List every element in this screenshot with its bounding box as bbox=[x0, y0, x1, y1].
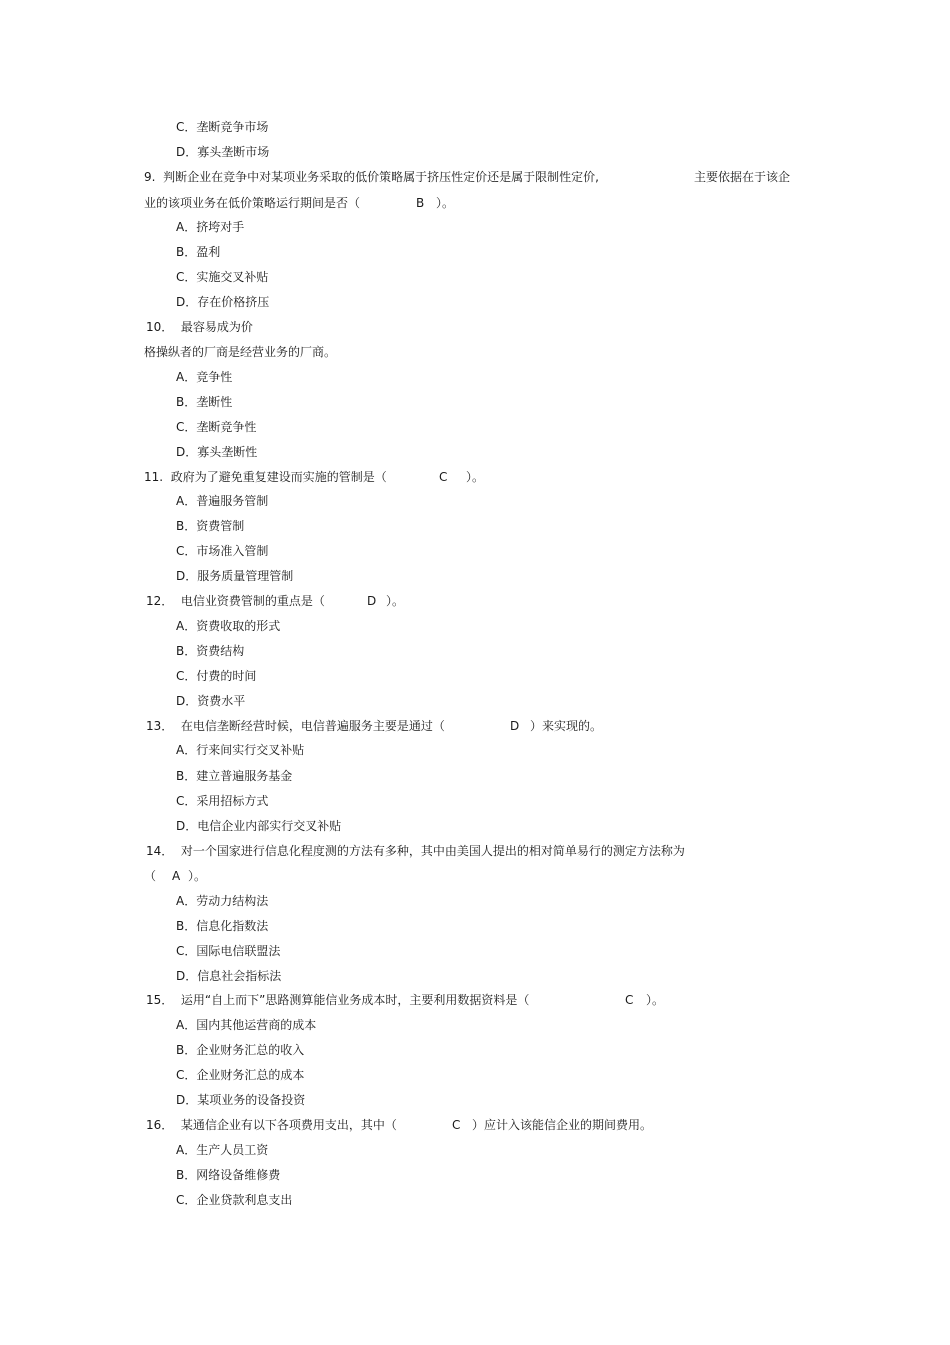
option-c: C．实施交叉补贴 bbox=[176, 270, 269, 284]
question-9-text-cont: 主要依据在于该企 bbox=[694, 170, 791, 184]
question-10-text-line2: 格操纵者的厂商是经营业务的厂商。 bbox=[144, 345, 337, 359]
question-14-end: ）。 bbox=[188, 869, 207, 883]
question-9-end: ）。 bbox=[436, 196, 455, 210]
option-d: D．电信企业内部实行交叉补贴 bbox=[176, 819, 342, 833]
option-d: D．信息社会指标法 bbox=[176, 969, 282, 983]
question-13-text: 13． 在电信垄断经营时候，电信普遍服务主要是通过（ bbox=[146, 719, 445, 733]
question-14-text: 14． 对一个国家进行信息化程度测的方法有多种，其中由美国人提出的相对简单易行的测定方法称为 bbox=[146, 844, 685, 858]
question-9-answer: B bbox=[416, 196, 425, 210]
question-12-answer: D bbox=[367, 594, 377, 608]
option-b: B．网络设备维修费 bbox=[176, 1168, 281, 1182]
question-12-end: ）。 bbox=[386, 594, 405, 608]
question-12-text: 12． 电信业资费管制的重点是（ bbox=[146, 594, 325, 608]
question-15-text: 15． 运用“自上而下”思路测算能信业务成本时，主要利用数据资料是（ bbox=[146, 993, 530, 1007]
option-d: D．存在价格挤压 bbox=[176, 295, 270, 309]
option-d: D．服务质量管理管制 bbox=[176, 569, 294, 583]
question-16-end: ）应计入该能信企业的期间费用。 bbox=[472, 1118, 653, 1132]
option-c: C．市场准入管制 bbox=[176, 544, 269, 558]
option-a: A．普遍服务管制 bbox=[176, 494, 269, 508]
option-c: C．企业贷款利息支出 bbox=[176, 1193, 293, 1207]
option-b: B．垄断性 bbox=[176, 395, 233, 409]
question-13-end: ）来实现的。 bbox=[530, 719, 603, 733]
question-16-text: 16． 某通信企业有以下各项费用支出，其中（ bbox=[146, 1118, 397, 1132]
question-16-answer: C bbox=[452, 1118, 461, 1132]
option-c: C．付费的时间 bbox=[176, 669, 257, 683]
option-a: A．生产人员工资 bbox=[176, 1143, 269, 1157]
option-b: B．信息化指数法 bbox=[176, 919, 269, 933]
option-a: A．资费收取的形式 bbox=[176, 619, 281, 633]
option-b: B．资费结构 bbox=[176, 644, 245, 658]
question-10-text: 10． 最容易成为价 bbox=[146, 320, 253, 334]
question-9-text: 9. 判断企业在竞争中对某项业务采取的低价策略属于挤压性定价还是属于限制性定价, bbox=[144, 170, 599, 184]
option-c: C．企业财务汇总的成本 bbox=[176, 1068, 305, 1082]
option-b: B．企业财务汇总的收入 bbox=[176, 1043, 305, 1057]
question-14-answer: A bbox=[172, 869, 181, 883]
option-a: A．竞争性 bbox=[176, 370, 233, 384]
option-d: D．寡头垄断市场 bbox=[176, 145, 270, 159]
option-c: C．国际电信联盟法 bbox=[176, 944, 281, 958]
option-d: D．资费水平 bbox=[176, 694, 246, 708]
option-c: C．采用招标方式 bbox=[176, 794, 269, 808]
option-a: A．国内其他运营商的成本 bbox=[176, 1018, 317, 1032]
option-b: B．资费管制 bbox=[176, 519, 245, 533]
question-15-answer: C bbox=[625, 993, 634, 1007]
option-c: C．垄断竞争性 bbox=[176, 420, 257, 434]
question-11-answer: C bbox=[439, 470, 448, 484]
option-b: B．建立普遍服务基金 bbox=[176, 769, 293, 783]
option-a: A．行来间实行交叉补贴 bbox=[176, 743, 305, 757]
question-11-text: 11. 政府为了避免重复建设而实施的管制是（ bbox=[144, 470, 387, 484]
question-13-answer: D bbox=[510, 719, 520, 733]
option-a: A．劳动力结构法 bbox=[176, 894, 269, 908]
question-14-open: （ bbox=[144, 869, 157, 883]
option-c: C．垄断竞争市场 bbox=[176, 120, 269, 134]
option-a: A．挤垮对手 bbox=[176, 220, 245, 234]
option-b: B．盈利 bbox=[176, 245, 221, 259]
question-9-text-line2: 业的该项业务在低价策略运行期间是否（ bbox=[144, 196, 361, 210]
question-11-end: ）。 bbox=[466, 470, 485, 484]
option-d: D．寡头垄断性 bbox=[176, 445, 258, 459]
question-15-end: ）。 bbox=[646, 993, 665, 1007]
option-d: D．某项业务的设备投资 bbox=[176, 1093, 306, 1107]
